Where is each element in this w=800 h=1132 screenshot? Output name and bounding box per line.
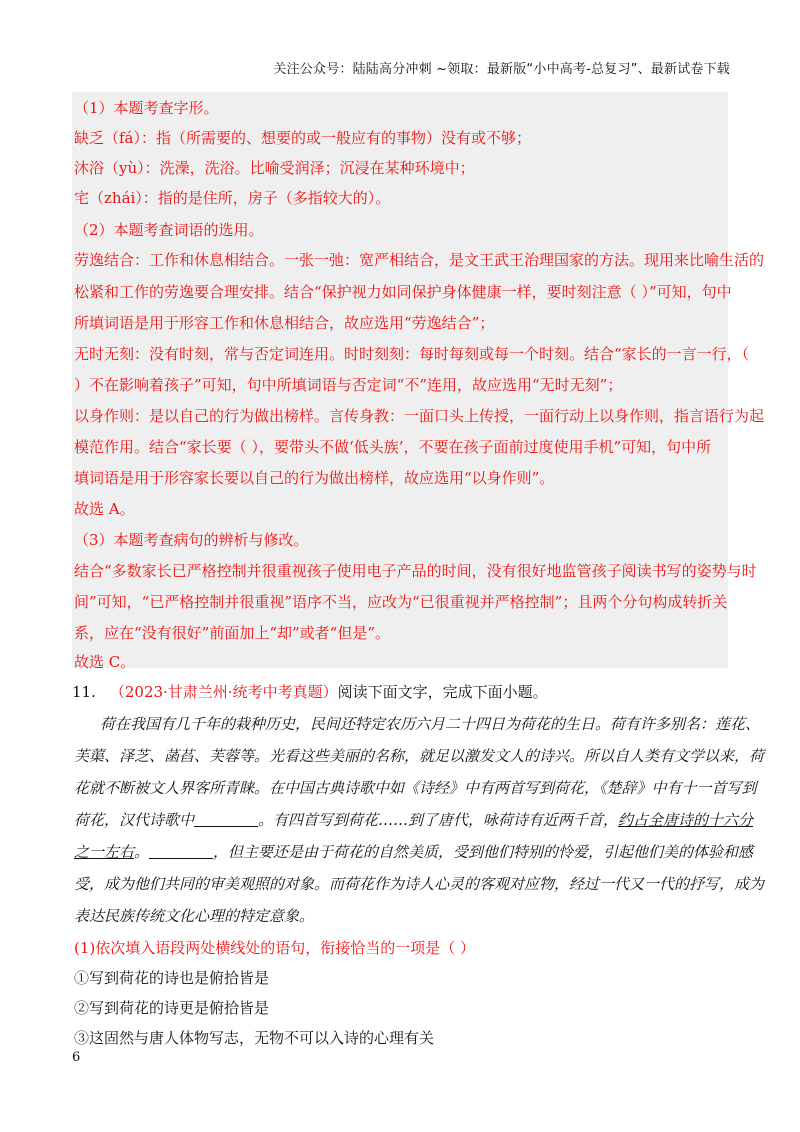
answer-part2-line7: 模范作用。结合“家长要（ ），要带头不做‘低头族’，不要在孩子面前过度使用手机”可知，句中所 [74, 438, 712, 456]
answer-part2-title: （2）本题考查词语的选用。 [74, 221, 264, 239]
passage-line4: 荷花，汉代诗歌中 。有四首写到荷花……到了唐代，咏荷诗有近两千首，约占全唐诗的十六分 [74, 811, 754, 829]
option-1: ①写到荷花的诗也是俯拾皆是 [74, 969, 270, 987]
answer-part3-line3: 系，应在“没有很好”前面加上“却”或者“但是”。 [74, 624, 391, 642]
passage-line6: 受，成为他们共同的审美观照的对象。而荷花作为诗人心灵的客观对应物，经过一代又一代的抒写，成为 [74, 875, 765, 893]
answer-part1-line3: 宅（zhái）：指的是住所，房子（多指较大的）。 [74, 189, 391, 207]
passage-line3: 花就不断被文人界客所青睐。在中国古典诗歌中如《诗经》中有两首写到荷花，《楚辞》中有十一首写到 [74, 779, 757, 797]
answer-part2-line2: 松紧和工作的劳逸要合理安排。结合“保护视力如同保护身体健康一样，要时刻注意（ ）”可知，句中 [74, 283, 732, 301]
question-source: （2023·甘肃兰州·统考中考真题） [109, 683, 338, 701]
page-header: 关注公众号：陆陆高分冲刺 ~领取：最新版“小中高考-总复习”、最新试卷下载 [273, 62, 730, 77]
blank-2 [149, 844, 213, 859]
answer-part2-line6: 以身作则：是以自己的行为做出榜样。言传身教：一面口头上传授，一面行动上以身作则，指言语行为起 [74, 407, 765, 425]
question-heading [72, 682, 548, 702]
answer-part3-title: （3）本题考查病句的辨析与修改。 [74, 531, 309, 549]
blank-1 [194, 812, 258, 827]
answer-part2-line3: 所填词语是用于形容工作和休息相结合，故应选用“劳逸结合”； [74, 314, 495, 332]
passage-line7: 表达民族传统文化心理的特定意象。 [74, 907, 315, 925]
answer-part2-choice: 故选 A。 [74, 500, 135, 518]
answer-part3-line2: 间”可知，“已严格控制并很重视”语序不当，应改为“已很重视并严格控制”；且两个分句构成转折关 [74, 593, 728, 611]
option-3: ③这固然与唐人体物写志，无物不可以入诗的心理有关 [74, 1029, 435, 1047]
underlined-phrase: 约占全唐诗的十六分 [618, 811, 754, 829]
passage-line1: 荷在我国有几千年的栽种历史，民间还特定农历六月二十四日为荷花的生日。荷有许多别名：莲花、 [100, 715, 761, 733]
page-number: 6 [72, 1050, 81, 1065]
answer-part1-title: （1）本题考查字形。 [74, 99, 219, 117]
option-2: ②写到荷花的诗更是俯拾皆是 [74, 999, 270, 1017]
answer-part3-line1: 结合“多数家长已严格控制并很重视孩子使用电子产品的时间，没有很好地监管孩子阅读书写的姿势与时 [74, 562, 757, 580]
question-instruction: 阅读下面文字，完成下面小题。 [337, 683, 548, 701]
passage-line5: 之一左右。 ，但主要还是由于荷花的自然美质，受到他们特别的怜爱，引起他们美的体验和感 [74, 843, 754, 861]
sub-question-1: (1)依次填入语段两处横线处的语句，衔接恰当的一项是（ ） [74, 939, 476, 957]
answer-part2-line1: 劳逸结合：工作和休息相结合。一张一弛：宽严相结合，是文王武王治理国家的方法。现用来比喻生活的 [74, 251, 765, 269]
answer-part2-line5: ）不在影响着孩子”可知，句中所填词语与否定词“不”连用，故应选用“无时无刻”； [74, 376, 623, 394]
answer-part1-line1: 缺乏（fá）：指（所需要的、想要的或一般应有的事物）没有或不够； [74, 129, 531, 147]
question-number: 11. [72, 683, 96, 701]
passage-line2: 芙蕖、泽芝、菡萏、芙蓉等。光看这些美丽的名称，就足以激发文人的诗兴。所以自人类有文学以来，荷 [74, 747, 765, 765]
answer-part3-choice: 故选 C。 [74, 653, 136, 671]
answer-part2-line4: 无时无刻：没有时刻，常与否定词连用。时时刻刻：每时每刻或每一个时刻。结合“家长的一言一行，（ [74, 345, 750, 363]
answer-part1-line2: 沐浴（yù）：洗澡，洗浴。比喻受润泽；沉浸在某种环境中； [74, 159, 475, 177]
answer-part2-line8: 填词语是用于形容家长要以自己的行为做出榜样，故应选用“以身作则”。 [74, 469, 555, 487]
